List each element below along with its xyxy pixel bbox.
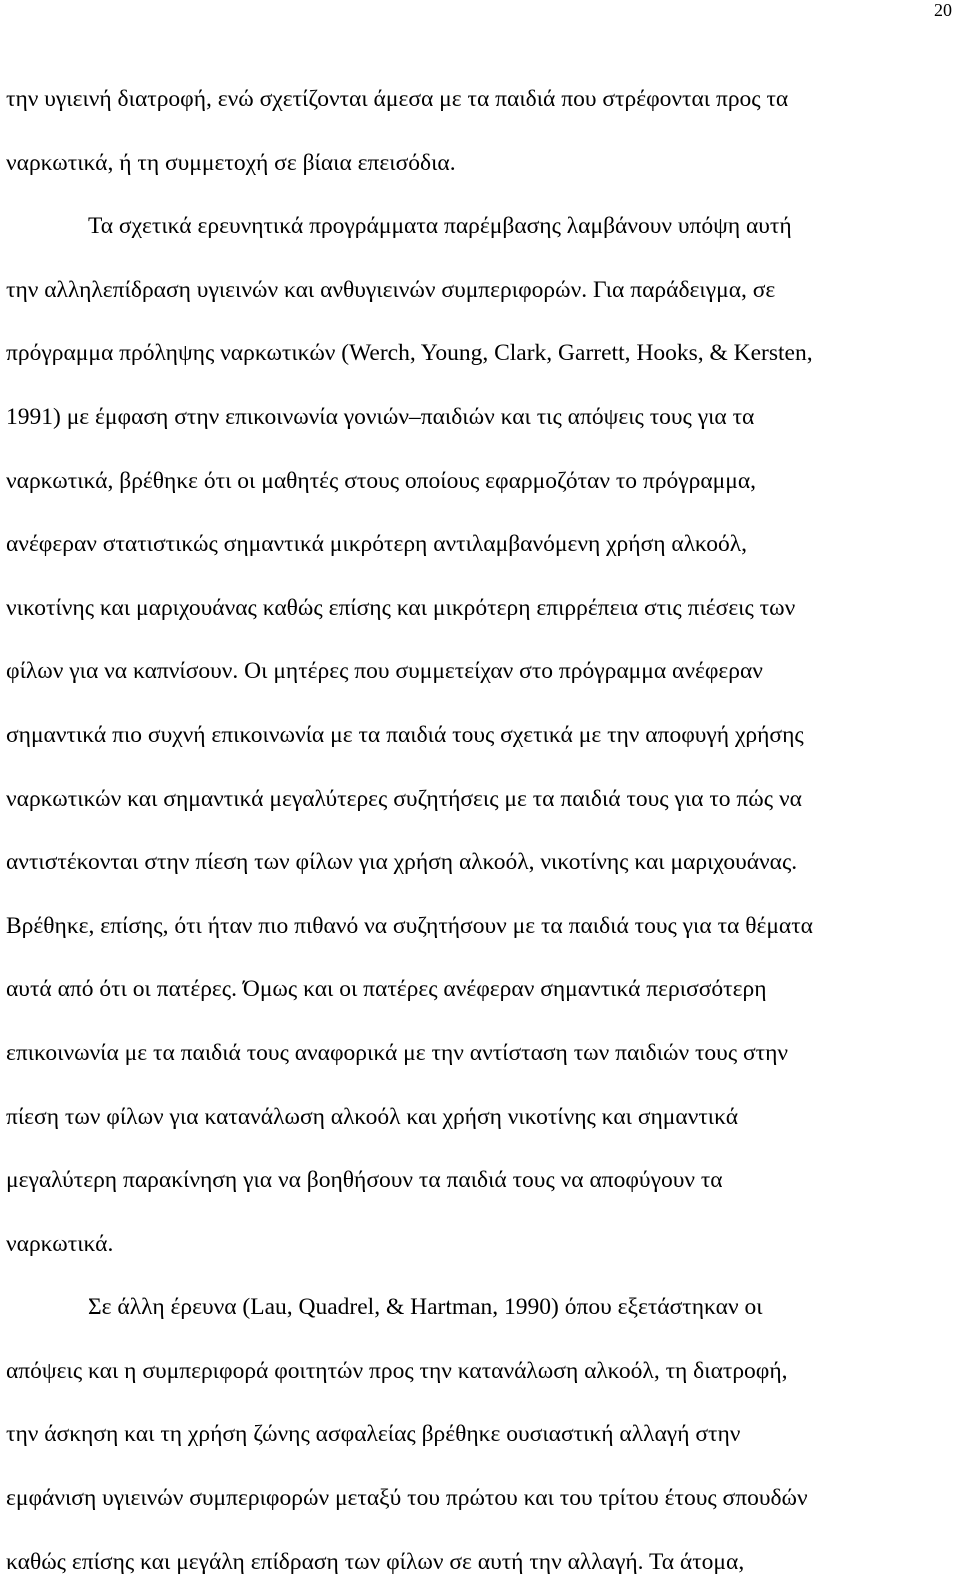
text-line: σημαντικά πιο συχνή επικοινωνία με τα παιδιά τους σχετικά με την αποφυγή χρήσης bbox=[6, 721, 804, 748]
text-line: την άσκηση και τη χρήση ζώνης ασφαλείας βρέθηκε ουσιαστική αλλαγή στην bbox=[6, 1421, 741, 1448]
paragraph-start-line: Τα σχετικά ερευνητικά προγράμματα παρέμβασης λαμβάνουν υπόψη αυτή bbox=[88, 213, 792, 240]
text-line: την υγιεινή διατροφή, ενώ σχετίζονται άμεσα με τα παιδιά που στρέφονται προς τα bbox=[6, 86, 789, 112]
text-line: αντιστέκονται στην πίεση των φίλων για χρήση αλκοόλ, νικοτίνης και μαριχουάνας. bbox=[6, 849, 798, 876]
text-line: πρόγραμμα πρόληψης ναρκωτικών (Werch, Young, Clark, Garrett, Hooks, & Kersten, bbox=[6, 340, 813, 367]
body-text bbox=[6, 68, 954, 1594]
text-line: νικοτίνης και μαριχουάνας καθώς επίσης και μικρότερη επιρρέπεια στις πιέσεις των bbox=[6, 594, 796, 621]
text-line: επικοινωνία με τα παιδιά τους αναφορικά με την αντίσταση των παιδιών τους στην bbox=[6, 1039, 789, 1066]
text-line: ναρκωτικών και σημαντικά μεγαλύτερες συζητήσεις με τα παιδιά τους για το πώς να bbox=[6, 785, 802, 812]
text-line: ναρκωτικά, βρέθηκε ότι οι μαθητές στους οποίους εφαρμοζόταν το πρόγραμμα, bbox=[6, 467, 757, 494]
text-line: ναρκωτικά, ή τη συμμετοχή σε βίαια επεισόδια. bbox=[6, 149, 456, 176]
text-line: ναρκωτικά. bbox=[6, 1230, 114, 1257]
text-line: ανέφεραν στατιστικώς σημαντικά μικρότερη αντιλαμβανόμενη χρήση αλκοόλ, bbox=[6, 531, 747, 558]
text-line: εμφάνιση υγιεινών συμπεριφορών μεταξύ του πρώτου και του τρίτου έτους σπουδών bbox=[6, 1485, 808, 1512]
text-line: την αλληλεπίδραση υγιεινών και ανθυγιεινών συμπεριφορών. Για παράδειγμα, σε bbox=[6, 276, 776, 303]
text-line: φίλων για να καπνίσουν. Οι μητέρες που συμμετείχαν στο πρόγραμμα ανέφεραν bbox=[6, 658, 763, 685]
text-line: 1991) με έμφαση στην επικοινωνία γονιών–παιδιών και τις απόψεις τους για τα bbox=[6, 403, 755, 430]
text-line: πίεση των φίλων για κατανάλωση αλκοόλ και χρήση νικοτίνης και σημαντικά bbox=[6, 1103, 739, 1130]
text-line: Βρέθηκε, επίσης, ότι ήταν πιο πιθανό να συζητήσουν με τα παιδιά τους για τα θέματα bbox=[6, 912, 813, 939]
text-line: απόψεις και η συμπεριφορά φοιτητών προς την κατανάλωση αλκοόλ, τη διατροφή, bbox=[6, 1357, 788, 1384]
text-line: αυτά από ότι οι πατέρες. Όμως και οι πατέρες ανέφεραν σημαντικά περισσότερη bbox=[6, 976, 767, 1003]
text-line: μεγαλύτερη παρακίνηση για να βοηθήσουν τα παιδιά τους να αποφύγουν τα bbox=[6, 1167, 723, 1194]
page-number: 20 bbox=[934, 0, 952, 20]
paragraph-start-line: Σε άλλη έρευνα (Lau, Quadrel, & Hartman, 1990) όπου εξετάστηκαν οι bbox=[88, 1294, 763, 1321]
text-line: καθώς επίσης και μεγάλη επίδραση των φίλων σε αυτή την αλλαγή. Τα άτομα, bbox=[6, 1548, 745, 1575]
